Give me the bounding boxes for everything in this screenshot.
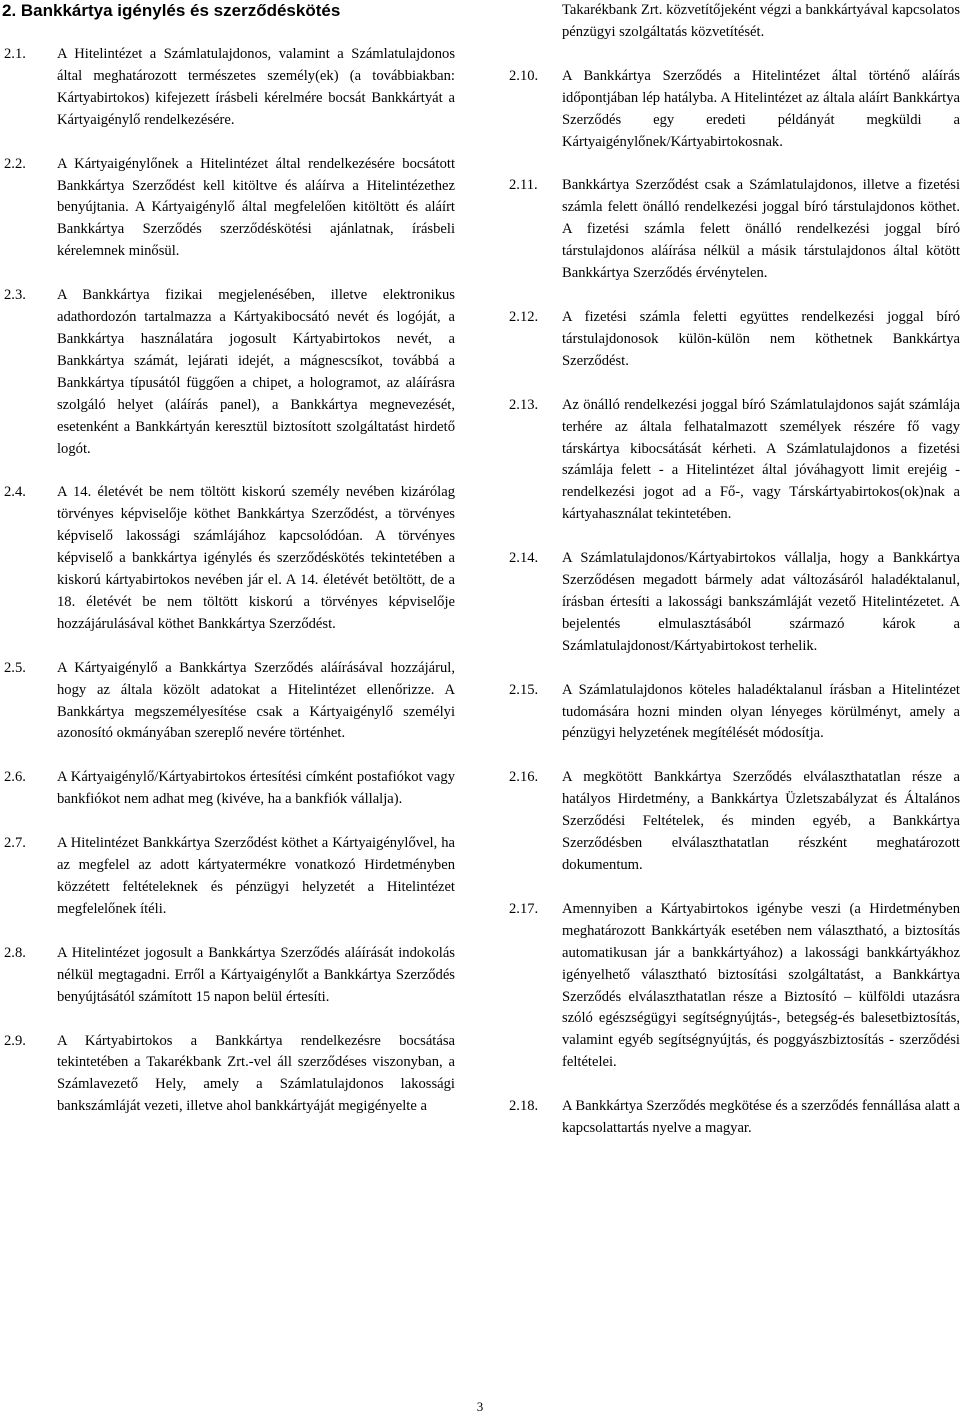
clause-number: 2.15. (509, 681, 539, 698)
clause-number: 2.5. (4, 659, 26, 676)
left-column (4, 44, 455, 1140)
clause-number: 2.2. (4, 155, 26, 172)
clause-text: Amennyiben a Kártyabirtokos igénybe veszi (a Hirdetményben meghatározott Bankkártyák esetében nem választható, a biztosítás automatikusan jár a bankkártyához) a lakossági bankkártyákhoz igényelhető választható biztosítási szolgáltatást, a Bankkártya Szerződés elválaszthatatlan része a Biztosító – külföldi utazásra szóló egészségügyi segítségnyújtás-, betegség-és balesetbiztosítás, valamint egyéb segítségnyújtás, és poggyászbiztosítás - szerződési feltételei. (562, 900, 960, 1071)
clause-text: A Kártyabirtokos a Bankkártya rendelkezésre bocsátása tekintetében a Takarékbank Zrt.-vel áll szerződéses viszonyban, a Számlavezető Hely, amely a Számlatulajdonos lakossági bankszámláját vezeti, illetve ahol bankkártyáját megigényelte a (57, 1032, 455, 1115)
clause-number: 2.16. (509, 769, 539, 786)
clause-number: 2.17. (509, 900, 539, 917)
clause-text: A Kártyaigénylőnek a Hitelintézet által rendelkezésére bocsátott Bankkártya Szerződést kell kitöltve és aláírva a Hitelintézethez benyújtania. A Kártyaigénylő által megfelelően kitöltött és aláírt Bankkártya Szerződés szerződéskötési ajánlatnak, írásbeli kérelemnek minősül. (57, 155, 455, 260)
clause-item (4, 285, 455, 460)
clause-text: A 14. életévét be nem töltött kiskorú személy nevében kizárólag törvényes képviselője köthet Bankkártya Szerződést, a törvényes képviselő lakossági számlájához kapcsolódóan. A törvényes képviselő a bankkártya igénylés és szerződéskötés tekintetében a kiskorú kártyabirtokos nevében jár el. A 14. életévét betöltött, de a 18. életévét be nem töltött kiskorú a törvényes képviselője hozzájárulásával köthet Bankkártya Szerződést. (57, 484, 455, 632)
clause-text: A Hitelintézet Bankkártya Szerződést köthet a Kártyaigénylővel, ha az megfelel az adott kártyatermékre vonatkozó Hirdetményben közzétett feltételeknek és pénzügyi helyzetét a Hitelintézet megfelelőnek ítéli. (57, 835, 455, 917)
clause-text: A Számlatulajdonos/Kártyabirtokos vállalja, hogy a Bankkártya Szerződésen megadott bármely adat változásáról haladéktalanul, írásban értesíti a lakossági bankszámláját vezető Hitelintézetet. A bejelentés elmulasztásából származó károk a Számlatulajdonost/Kártyabirtokost terhelik. (562, 550, 960, 654)
clause-item (509, 899, 960, 1074)
clause-item (4, 1031, 455, 1119)
continued-paragraph: Takarékbank Zrt. közvetítőjeként végzi a bankkártyával kapcsolatos pénzügyi szolgáltatás közvetítését. (562, 2, 960, 40)
clause-item (4, 658, 455, 746)
clause-item (509, 66, 960, 154)
clause-text: A Kártyaigénylő/Kártyabirtokos értesítési címként postafiókot vagy bankfiókot nem adhat meg (kivéve, ha a bankfiók vállalja). (57, 769, 455, 808)
clause-item (509, 1096, 960, 1140)
clause-number: 2.11. (509, 177, 538, 194)
section-heading: 2. Bankkártya igénylés és szerződéskötés (2, 1, 341, 20)
clause-item (4, 943, 455, 1009)
clause-number: 2.18. (509, 1098, 539, 1115)
clause-text: A Bankkártya Szerződés a Hitelintézet által történő aláírás időpontjában lép hatályba. A Hitelintézet az általa aláírt Bankkártya Szerződés egy eredeti példányát megküldi a Kártyaigénylőnek/Kártyabirtokosnak. (562, 67, 960, 150)
clause-text: A Bankkártya fizikai megjelenésében, illetve elektronikus adathordozón tartalmazza a Kártyakibocsátó nevét és logóját, a Bankkártya használatára jogosult Kártyabirtokos nevét, a Bankkártya számát, lejárati idejét, a mágnescsíkot, továbbá a Bankkártya típusától függően a chipet, a hologramot, az aláírásra szolgáló helyet (aláírás panel), a Bankkártya megnevezését, esetenként a Bankkártyán keresztül biztosított szolgáltatást hirdető logót. (57, 287, 455, 457)
clause-item (509, 680, 960, 746)
clause-text: A Hitelintézet a Számlatulajdonos, valamint a Számlatulajdonos által meghatározott természetes személy(ek) (a továbbiakban: Kártyabirtokos) kifejezett írásbeli kérelmére bocsát Bankkártyát a Kártyaigénylő rendelkezésére. (57, 46, 455, 128)
clause-text: A fizetési számla feletti együttes rendelkezési joggal bíró társtulajdonosok külön-külön nem köthetnek Bankkártya Szerződést. (562, 308, 960, 369)
clause-text: A Kártyaigénylő a Bankkártya Szerződés aláírásával hozzájárul, hogy az általa közölt adatokat a Hitelintézet ellenőrizze. A Bankkártya megszemélyesítése csak a Kártyaigénylő személyi azonosító okmányában szereplő nevére történhet. (57, 659, 455, 742)
clause-number: 2.6. (4, 769, 26, 786)
clause-item (4, 154, 455, 264)
clause-item (4, 482, 455, 635)
clause-item (509, 307, 960, 373)
right-column (509, 0, 960, 1162)
clause-item (509, 767, 960, 877)
clause-number: 2.4. (4, 484, 26, 501)
clause-item (4, 44, 455, 132)
clause-number: 2.13. (509, 396, 539, 413)
clause-text: A Hitelintézet jogosult a Bankkártya Szerződés aláírását indokolás nélkül megtagadni. Erről a Kártyaigénylőt a Bankkártya Szerződés benyújtásától számított 15 napon belül értesíti. (57, 944, 455, 1005)
clause-number: 2.3. (4, 287, 26, 304)
clause-item (4, 833, 455, 921)
clause-number: 2.10. (509, 67, 539, 84)
clause-item (509, 548, 960, 658)
clause-item (509, 175, 960, 285)
clause-text: A Bankkártya Szerződés megkötése és a szerződés fennállása alatt a kapcsolattartás nyelve a magyar. (562, 1098, 960, 1137)
clause-text: A Számlatulajdonos köteles haladéktalanul írásban a Hitelintézet tudomására hozni minden olyan lényeges körülményt, amely a pénzügyi helyzetének megítélését módosítja. (562, 681, 960, 742)
clause-number: 2.7. (4, 835, 26, 852)
clause-text: A megkötött Bankkártya Szerződés elválaszthatatlan része a hatályos Hirdetmény, a Bankkártya Üzletszabályzat és Általános Szerződési Feltételek, és minden egyéb, a Bankkártya Szerződésben elválaszthatatlan részként meghatározott dokumentum. (562, 769, 960, 873)
clause-text: Bankkártya Szerződést csak a Számlatulajdonos, illetve a fizetési számla felett önálló rendelkezési joggal bíró társtulajdonos köthet. A fizetési számla felett önálló rendelkezési joggal bíró társtulajdonos aláírása nélkül a másik társtulajdonos által kötött Bankkártya Szerződés érvénytelen. (562, 177, 960, 282)
clause-text: Az önálló rendelkezési joggal bíró Számlatulajdonos saját számlája terhére az általa felhatalmazott személyek részére fő vagy társkártya kibocsátását kérheti. A Számlatulajdonos a fizetési számlája felett - a Hitelintézet által jóváhagyott limit erejéig - rendelkezési jogot ad a Fő-, vagy Társkártyabirtokos(ok)nak a kártyahasználat tekintetében. (562, 396, 960, 523)
clause-number: 2.8. (4, 944, 26, 961)
clause-number: 2.12. (509, 308, 539, 325)
clause-item (4, 767, 455, 811)
clause-number: 2.14. (509, 550, 539, 567)
clause-number: 2.1. (4, 46, 26, 62)
clause-number: 2.9. (4, 1032, 26, 1049)
clause-item (509, 395, 960, 526)
page-number: 3 (476, 1399, 484, 1414)
